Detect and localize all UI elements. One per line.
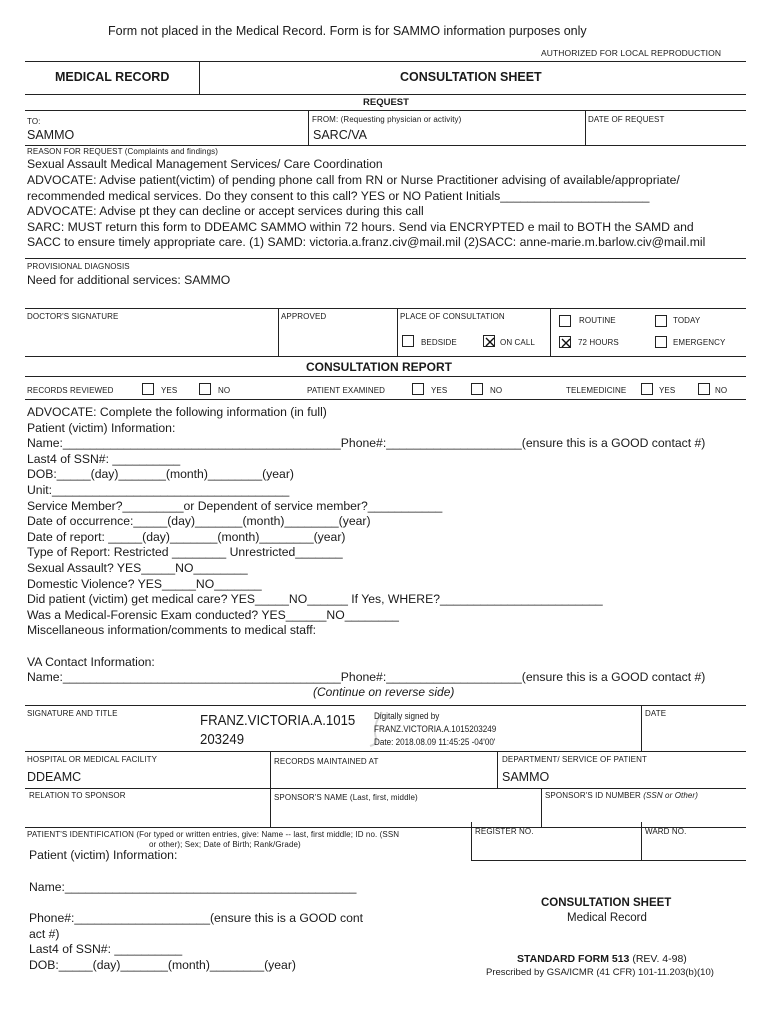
report-line: Domestic Violence? YES_____NO_______: [27, 576, 262, 591]
consultation-report-title: CONSULTATION REPORT: [306, 360, 452, 374]
doctor-row-rule: [25, 308, 746, 309]
from-label: FROM: (Requesting physician or activity): [312, 115, 462, 124]
bedside-checkbox[interactable]: [402, 335, 414, 347]
records-no-label: NO: [218, 386, 231, 395]
register-no-label: REGISTER NO.: [475, 827, 534, 836]
sponsor-rule: [25, 788, 746, 789]
report-line: DOB:_____(day)_______(month)________(year): [27, 467, 294, 482]
report-line: Miscellaneous information/comments to medical staff:: [27, 623, 317, 638]
telemedicine-yes-label: YES: [659, 386, 676, 395]
examined-no-label: NO: [490, 386, 503, 395]
patient-examined-no-checkbox[interactable]: [471, 383, 483, 395]
reason-line[interactable]: SACC to ensure timely appropriate care. (1) SAMD: victoria.a.franz.civ@mail.mil (2)SACC: anne-marie.m.barlow.civ@mail.mil: [27, 235, 706, 249]
report-line: Was a Medical-Forensic Exam conducted? YES______NO________: [27, 607, 399, 622]
report-top-rule: [25, 356, 746, 357]
relation-to-sponsor-label: RELATION TO SPONSOR: [29, 791, 126, 800]
standard-form-number: [517, 953, 687, 965]
patient-line: Patient (victim) Information:: [29, 848, 178, 862]
patient-id-rule: [25, 827, 746, 828]
telemedicine-label: TELEMEDICINE: [566, 386, 627, 395]
report-options-rule: [25, 399, 746, 400]
request-rule: [25, 110, 746, 111]
patient-identification-label-cont: or other); Sex; Date of Birth; Rank/Grade): [149, 840, 301, 849]
approved-divider: [278, 308, 279, 356]
date-of-request-label: DATE OF REQUEST: [588, 115, 665, 124]
signature-name-line: FRANZ.VICTORIA.A.1015: [200, 712, 356, 729]
records-reviewed-label: RECORDS REVIEWED: [27, 386, 114, 395]
provisional-rule: [25, 258, 746, 259]
register-bottom-rule: [471, 860, 746, 861]
sponsor-id-hint: (SSN or Other): [643, 791, 698, 800]
ward-divider: [641, 822, 642, 860]
register-divider: [471, 822, 472, 860]
patient-examined-label: PATIENT EXAMINED: [307, 386, 386, 395]
telemedicine-no-checkbox[interactable]: [698, 383, 710, 395]
reason-line[interactable]: ADVOCATE: Advise patient(victim) of pending phone call from RN or Nurse Practitioner advising of available/appropriate/: [27, 173, 680, 187]
report-line: Name:_________________________________________Phone#:____________________(ensure this is a GOOD contact #): [27, 436, 706, 451]
from-field[interactable]: SARC/VA: [313, 128, 367, 142]
reason-label: REASON FOR REQUEST (Complaints and findings): [27, 147, 218, 156]
checked-x-icon: [560, 337, 572, 349]
patient-line: act #): [29, 926, 60, 941]
telemedicine-no-label: NO: [715, 386, 728, 395]
to-label: TO:: [27, 117, 41, 126]
records-reviewed-yes-checkbox[interactable]: [142, 383, 154, 395]
digital-signed-line: Digitally signed by: [374, 711, 440, 721]
report-title-rule: [25, 376, 746, 377]
top-notice: Form not placed in the Medical Record. Form is for SAMMO information purposes only: [108, 24, 587, 38]
reason-line[interactable]: SARC: MUST return this form to DDEAMC SAMMO within 72 hours. Send via ENCRYPTED e mail to BOTH the SAMD and: [27, 220, 694, 234]
reason-rule: [25, 145, 746, 146]
patient-line: Last4 of SSN#: __________: [29, 942, 183, 956]
sponsor-id-label: [545, 791, 698, 801]
today-checkbox[interactable]: [655, 315, 667, 327]
patient-line: Phone#:____________________(ensure this is a GOOD cont: [29, 911, 364, 925]
digital-signature[interactable]: [198, 710, 528, 750]
routine-label: ROUTINE: [579, 316, 616, 325]
hospital-field[interactable]: DDEAMC: [27, 770, 82, 784]
footer-medical-record-subtitle: Medical Record: [567, 912, 647, 924]
records-yes-label: YES: [161, 386, 178, 395]
today-label: TODAY: [673, 316, 701, 325]
header-divider: [199, 61, 200, 94]
sponsor-id-divider: [541, 788, 542, 827]
signature-title-label: SIGNATURE AND TITLE: [27, 709, 118, 718]
department-label: DEPARTMENT/ SERVICE OF PATIENT: [502, 755, 647, 764]
hospital-label: HOSPITAL OR MEDICAL FACILITY: [27, 755, 158, 764]
reason-line[interactable]: recommended medical services. Do they consent to this call? YES or NO Patient Initials______________________: [27, 189, 650, 203]
authorized-notice: AUTHORIZED FOR LOCAL REPRODUCTION: [541, 48, 722, 58]
report-line: Patient (victim) Information:: [27, 420, 176, 435]
patient-examined-yes-checkbox[interactable]: [412, 383, 424, 395]
signature-name-line: 203249: [200, 731, 245, 748]
provisional-diagnosis-label: PROVISIONAL DIAGNOSIS: [27, 262, 130, 271]
records-reviewed-no-checkbox[interactable]: [199, 383, 211, 395]
report-line: Last4 of SSN#: __________: [27, 451, 181, 466]
digital-signed-line: Date: 2018.08.09 11:45:25 -04'00': [374, 737, 496, 747]
prescribed-by: Prescribed by GSA/ICMR (41 CFR) 101-11.203(b)(10): [486, 967, 714, 978]
doctor-signature-label: DOCTOR'S SIGNATURE: [27, 312, 119, 321]
report-line: Name:_________________________________________Phone#:____________________(ensure this is a GOOD contact #): [27, 670, 706, 685]
to-field[interactable]: SAMMO: [27, 128, 75, 142]
72-hours-checkbox[interactable]: [559, 336, 571, 348]
hospital-rule: [25, 751, 746, 752]
records-maintained-label: RECORDS MAINTAINED AT: [274, 757, 379, 766]
provisional-diagnosis-field[interactable]: Need for additional services: SAMMO: [27, 273, 231, 287]
consultation-sheet-title: CONSULTATION SHEET: [400, 70, 542, 84]
patient-identification-label: PATIENT'S IDENTIFICATION (For typed or written entries, give: Name -- last, first middle; ID no. (SSN: [27, 830, 400, 839]
records-maintained-divider: [270, 751, 271, 827]
department-divider: [497, 751, 498, 788]
approved-label: APPROVED: [281, 312, 327, 321]
report-line: Sexual Assault? YES_____NO________: [27, 561, 248, 575]
report-line: ADVOCATE: Complete the following information (in full): [27, 405, 327, 419]
reason-line[interactable]: ADVOCATE: Advise pt they can decline or accept services during this call: [27, 204, 424, 218]
bedside-label: BEDSIDE: [421, 338, 457, 347]
header-bottom-rule: [25, 94, 746, 95]
date-divider: [585, 110, 586, 145]
date-label: DATE: [645, 709, 667, 718]
digital-signed-line: FRANZ.VICTORIA.A.1015203249: [374, 724, 497, 734]
sponsor-id-text: SPONSOR'S ID NUMBER: [545, 791, 641, 800]
telemedicine-yes-checkbox[interactable]: [641, 383, 653, 395]
header-top-rule: [25, 61, 746, 62]
emergency-checkbox[interactable]: [655, 336, 667, 348]
sponsor-name-label: SPONSOR'S NAME (Last, first, middle): [274, 793, 418, 802]
report-line: Unit:___________________________________: [27, 483, 290, 497]
from-divider: [308, 110, 309, 145]
report-line: VA Contact Information:: [27, 654, 155, 669]
routine-checkbox[interactable]: [559, 315, 571, 327]
continue-note: (Continue on reverse side): [313, 685, 455, 699]
checked-x-icon: [484, 336, 496, 348]
examined-yes-label: YES: [431, 386, 448, 395]
72-hours-label: 72 HOURS: [578, 338, 619, 347]
medical-record-title: MEDICAL RECORD: [55, 70, 170, 84]
report-line: Did patient (victim) get medical care? YES_____NO______ If Yes, WHERE?________________________: [27, 592, 603, 607]
place-of-consultation-label: PLACE OF CONSULTATION: [400, 312, 505, 321]
ward-no-label: WARD NO.: [645, 827, 687, 836]
report-line: Type of Report: Restricted ________ Unrestricted_______: [27, 545, 343, 560]
standard-form-label: STANDARD FORM 513: [517, 953, 630, 965]
place-divider: [397, 308, 398, 356]
on-call-label: ON CALL: [500, 338, 535, 347]
signature-rule: [25, 705, 746, 706]
patient-identification-area[interactable]: [29, 848, 469, 978]
patient-line: Name:___________________________________________: [29, 880, 357, 894]
reason-line[interactable]: Sexual Assault Medical Management Services/ Care Coordination: [27, 157, 383, 171]
department-field[interactable]: SAMMO: [502, 770, 550, 784]
on-call-checkbox[interactable]: [483, 335, 495, 347]
patient-line: DOB:_____(day)_______(month)________(year): [29, 957, 296, 972]
form-revision: (REV. 4-98): [632, 953, 687, 965]
request-title: REQUEST: [363, 97, 409, 108]
date-box-divider: [641, 705, 642, 751]
report-line: Service Member?_________or Dependent of service member?___________: [27, 498, 443, 513]
urgency-divider: [550, 308, 551, 356]
report-line: Date of report: _____(day)_______(month)________(year): [27, 529, 346, 544]
emergency-label: EMERGENCY: [673, 338, 726, 347]
report-line: Date of occurrence:_____(day)_______(month)________(year): [27, 514, 371, 529]
report-text-area[interactable]: [27, 405, 745, 705]
footer-consultation-sheet-title: CONSULTATION SHEET: [541, 897, 672, 909]
